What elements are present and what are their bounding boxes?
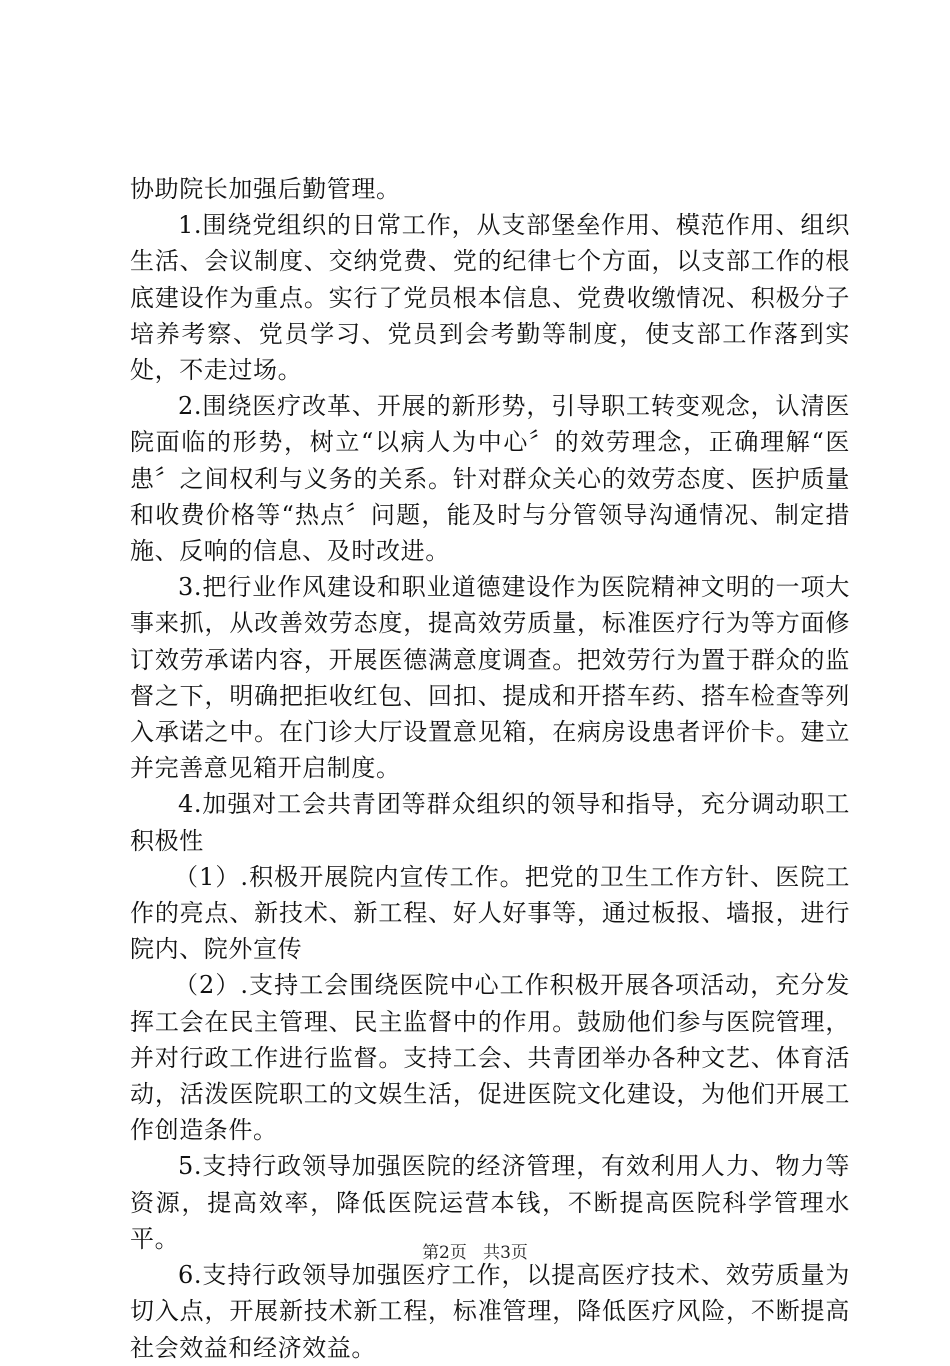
page-number-current: 第2页: [422, 1243, 467, 1263]
paragraph-item-4: 4.加强对工会共青团等群众组织的领导和指导，充分调动职工积极性: [130, 790, 850, 855]
paragraph-sub-item-2: （2）.支持工会围绕医院中心工作积极开展各项活动，充分发挥工会在民主管理、民主监督中的作用。鼓励他们参与医院管理，并对行政工作进行监督。支持工会、共青团举办各种文艺、体育活动，活泼医院职工的文娱生活，促进医院文化建设，为他们开展工作创造条件。: [130, 971, 850, 1145]
paragraph-item-1: 1.围绕党组织的日常工作，从支部堡垒作用、模范作用、组织生活、会议制度、交纳党费、党的纪律七个方面，以支部工作的根底建设作为重点。实行了党员根本信息、党费收缴情况、积极分子培养考察、党员学习、党员到会考勤等制度，使支部工作落到实处，不走过场。: [130, 211, 850, 385]
paragraph-sub-item-1: （1）.积极开展院内宣传工作。把党的卫生工作方针、医院工作的亮点、新技术、新工程、好人好事等，通过板报、墙报，进行院内、院外宣传: [130, 862, 850, 964]
page-number-separator: [472, 1241, 477, 1265]
paragraph-item-3: 3.把行业作风建设和职业道德建设作为医院精神文明的一项大事来抓，从改善效劳态度，提高效劳质量，标准医疗行为等方面修订效劳承诺内容，开展医德满意度调查。把效劳行为置于群众的监督之下，明确把拒收红包、回扣、提成和开搭车药、搭车检查等列入承诺之中。在门诊大厅设置意见箱，在病房设患者评价卡。建立并完善意见箱开启制度。: [130, 573, 850, 783]
document-body: [130, 171, 850, 1366]
paragraph-item-5: 5.支持行政领导加强医院的经济管理，有效利用人力、物力等资源，提高效率，降低医院运营本钱，不断提高医院科学管理水平。: [130, 1152, 850, 1253]
paragraph-item-2: 2.围绕医疗改革、开展的新形势，引导职工转变观念，认清医院面临的形势，树立“以病人为中心〞的效劳理念，正确理解“医患〞之间权利与义务的关系。针对群众关心的效劳态度、医护质量和收费价格等“热点〞问题，能及时与分管领导沟通情况、制定措施、反响的信息、及时改进。: [130, 392, 850, 566]
paragraph-item-6: 6.支持行政领导加强医疗工作，以提高医疗技术、效劳质量为切入点，开展新技术新工程，标准管理，降低医疗风险，不断提高社会效益和经济效益。: [130, 1261, 850, 1362]
page-number-total: 共3页: [483, 1243, 528, 1263]
page-footer: [0, 1241, 950, 1265]
paragraph-intro-continuation: 协助院长加强后勤管理。: [130, 175, 401, 203]
